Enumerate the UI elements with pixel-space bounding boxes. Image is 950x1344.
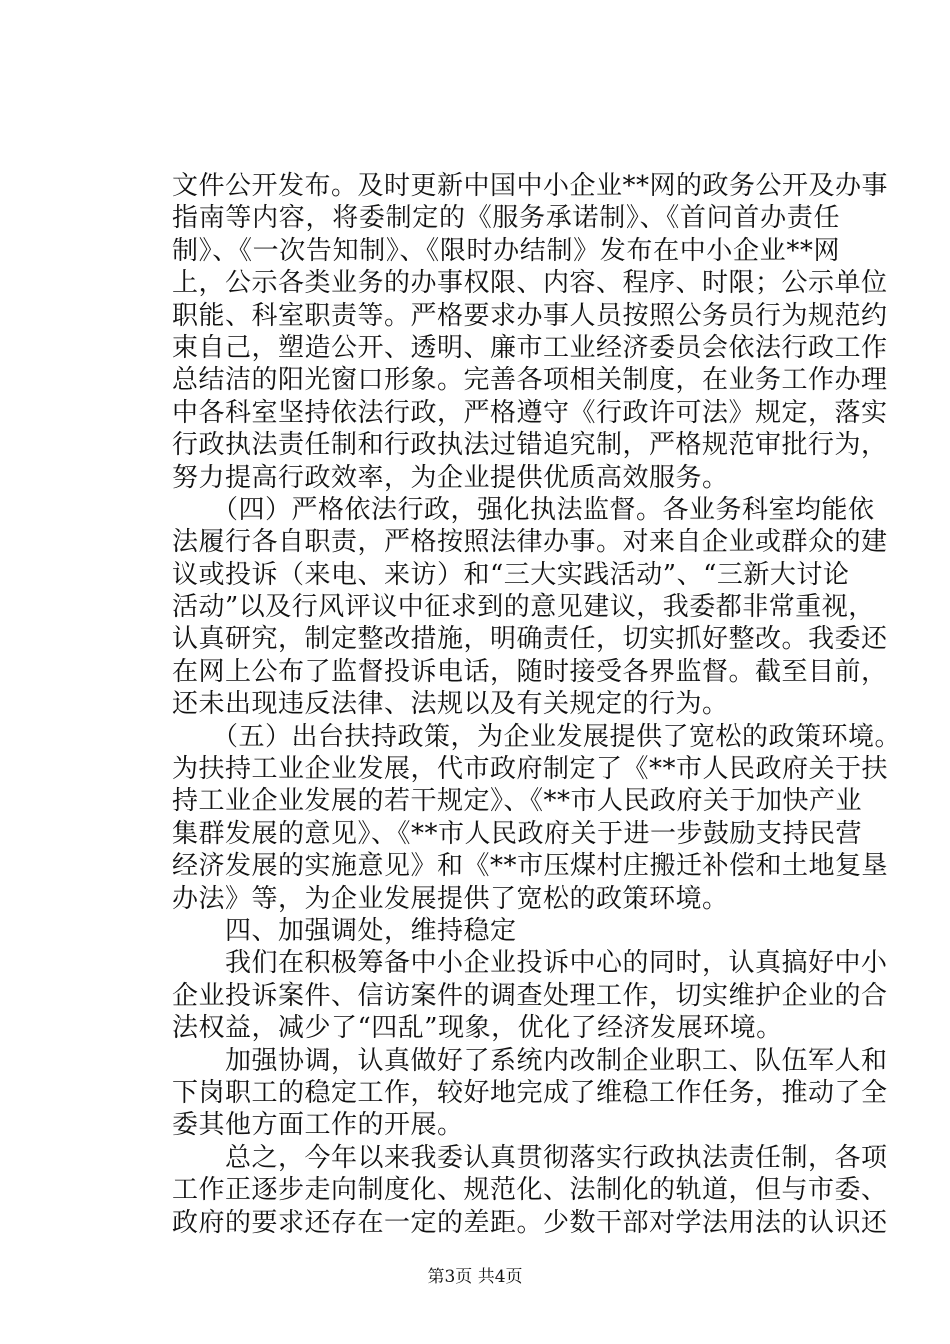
text-line: 上，公示各类业务的办事权限、内容、程序、时限；公示单位 — [172, 268, 888, 299]
text-line: 还未出现违反法律、法规以及有关规定的行为。 — [172, 689, 729, 720]
text-line: 议或投诉（来电、来访）和“三大实践活动”、“三新大讨论 — [172, 559, 850, 590]
text-line: 加强协调，认真做好了系统内改制企业职工、队伍军人和 — [172, 1045, 888, 1076]
text-line: 努力提高行政效率，为企业提供优质高效服务。 — [172, 462, 729, 493]
text-line: 集群发展的意见》、《**市人民政府关于进一步鼓励支持民营 — [172, 818, 863, 849]
text-line: 总之，今年以来我委认真贯彻落实行政执法责任制，各项 — [172, 1142, 888, 1173]
text-line: 办法》等，为企业发展提供了宽松的政策环境。 — [172, 883, 729, 914]
text-line: 束自己，塑造公开、透明、廉市工业经济委员会依法行政工作 — [172, 332, 888, 363]
text-line: （四）严格依法行政，强化执法监督。各业务科室均能依 — [172, 494, 875, 525]
text-line: 认真研究，制定整改措施，明确责任，切实抓好整改。我委还 — [172, 624, 888, 655]
text-line: （五）出台扶持政策，为企业发展提供了宽松的政策环境。 — [172, 721, 902, 752]
text-line: 法权益，减少了“四乱”现象，优化了经济发展环境。 — [172, 1013, 783, 1044]
text-line: 下岗职工的稳定工作，较好地完成了维稳工作任务，推动了全 — [172, 1077, 888, 1108]
text-line: 我们在积极筹备中小企业投诉中心的同时，认真搞好中小 — [172, 948, 888, 979]
page-footer: 第3页 共4页 — [427, 1267, 523, 1287]
text-line: 企业投诉案件、信访案件的调查处理工作，切实维护企业的合 — [172, 980, 888, 1011]
text-line: 工作正逐步走向制度化、规范化、法制化的轨道，但与市委、 — [172, 1175, 888, 1206]
text-line: 经济发展的实施意见》和《**市压煤村庄搬迁补偿和土地复垦 — [172, 851, 889, 882]
text-line: 法履行各自职责，严格按照法律办事。对来自企业或群众的建 — [172, 527, 888, 558]
text-line: 职能、科室职责等。严格要求办事人员按照公务员行为规范约 — [172, 300, 888, 331]
text-line: 持工业企业发展的若干规定》、《**市人民政府关于加快产业 — [172, 786, 863, 817]
text-line: 总结洁的阳光窗口形象。完善各项相关制度，在业务工作办理 — [172, 365, 888, 396]
body-text — [172, 170, 902, 1239]
text-line: 文件公开发布。及时更新中国中小企业**网的政务公开及办事 — [172, 171, 889, 201]
text-line: 中各科室坚持依法行政，严格遵守《行政许可法》规定，落实 — [172, 397, 888, 428]
text-line: 行政执法责任制和行政执法过错追究制，严格规范审批行为， — [172, 430, 888, 461]
text-line: 委其他方面工作的开展。 — [172, 1110, 464, 1141]
text-line: 为扶持工业企业发展，代市政府制定了《**市人民政府关于扶 — [172, 754, 889, 785]
text-line: 政府的要求还存在一定的差距。少数干部对学法用法的认识还 — [172, 1207, 888, 1238]
text-line: 在网上公布了监督投诉电话，随时接受各界监督。截至目前， — [172, 656, 888, 687]
section-heading: 四、加强调处，维持稳定 — [172, 915, 517, 946]
text-line: 活动”以及行风评议中征求到的意见建议，我委都非常重视， — [172, 592, 875, 623]
text-line: 制》、《一次告知制》、《限时办结制》发布在中小企业**网 — [172, 235, 840, 266]
text-line: 指南等内容，将委制定的《服务承诺制》、《首问首办责任 — [172, 203, 840, 234]
